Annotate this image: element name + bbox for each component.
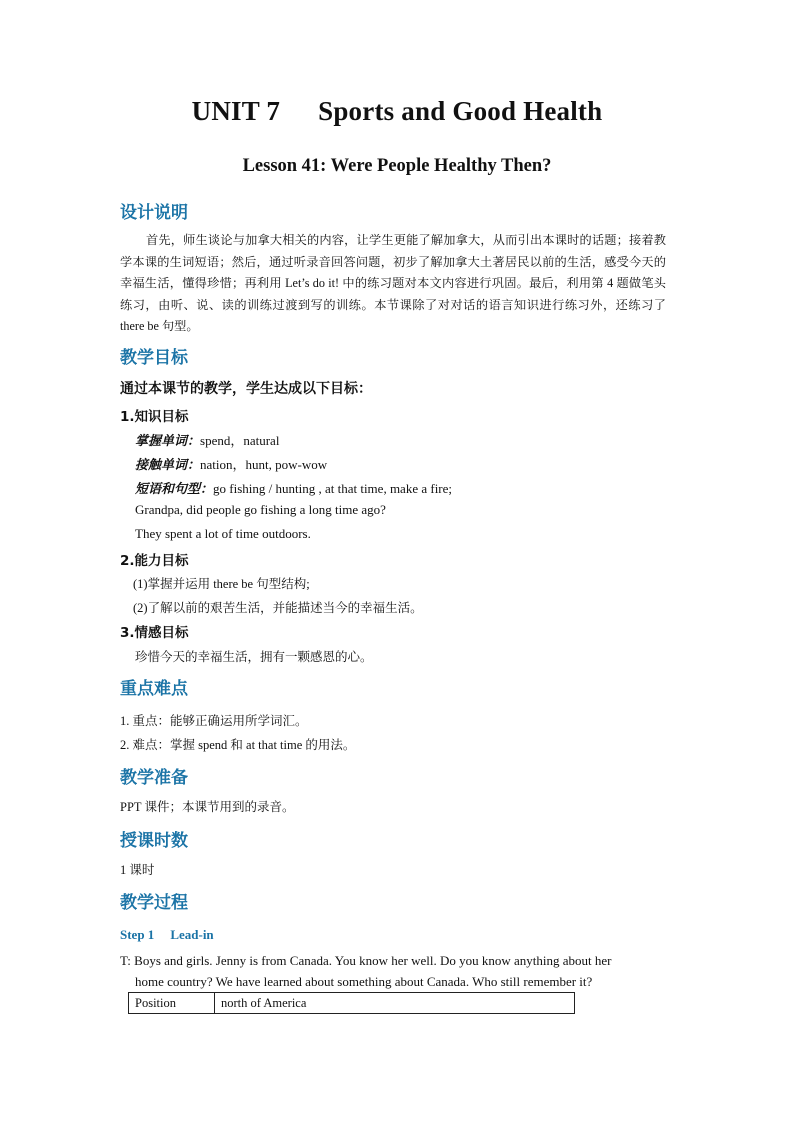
ability-goal-title: 2.能力目标 xyxy=(120,553,189,569)
key-point-1: 1. 重点：能够正确运用所学词汇。 xyxy=(120,714,308,728)
design-paragraph: 首先，师生谈论与加拿大相关的内容，让学生更能了解加拿大，从而引出本课时的话题；接着教学本课的生词短语；然后，通过听录音回答问题，初步了解加拿大土著居民以前的生活，感受今天的幸福生活，懂得珍惜；再利用 Let’s do it! 中的练习题对本文内容进行巩固。最后，利用第 4 题做笔头练习，由听、说、读的训练过渡到写的训练。本节课除了对对话的语言知识进行练习外，还练习了 there be 句型。 xyxy=(120,233,666,333)
master-words: spend，natural xyxy=(200,433,280,448)
master-words-label: 掌握单词： xyxy=(135,433,201,448)
contact-words-label: 接触单词： xyxy=(135,457,201,472)
emotion-goal-text: 珍惜今天的幸福生活，拥有一颗感恩的心。 xyxy=(135,650,373,664)
step-name: Lead-in xyxy=(170,927,214,942)
key-points-heading: 重点难点 xyxy=(120,679,188,699)
unit-name: Sports and Good Health xyxy=(318,96,603,126)
table-row xyxy=(129,993,575,1014)
phrases-line xyxy=(135,478,452,497)
teacher-line-1: T: Boys and girls. Jenny is from Canada. You know her well. Do you know anything about her xyxy=(120,953,612,968)
emotion-goal-title: 3.情感目标 xyxy=(120,625,189,641)
contact-words-line xyxy=(135,454,327,473)
sentence-2: They spent a lot of time outdoors. xyxy=(135,526,311,541)
table-cell-label: Position xyxy=(129,993,215,1014)
contact-words: nation，hunt, pow-wow xyxy=(200,457,328,472)
goals-heading: 教学目标 xyxy=(120,348,188,368)
knowledge-goal-title: 1.知识目标 xyxy=(120,409,189,425)
ability-item-2: (2)了解以前的艰苦生活，并能描述当今的幸福生活。 xyxy=(133,601,423,615)
process-heading: 教学过程 xyxy=(120,893,188,913)
phrases-label: 短语和句型： xyxy=(135,481,214,496)
preparation-heading: 教学准备 xyxy=(120,768,188,788)
step-1-title xyxy=(120,927,214,943)
phrases: go fishing / hunting , at that time, make a fire; xyxy=(213,481,453,496)
sentence-1: Grandpa, did people go fishing a long time ago? xyxy=(135,502,386,517)
unit-number: UNIT 7 xyxy=(191,96,281,126)
lesson-title: Lesson 41: Were People Healthy Then? xyxy=(242,156,552,176)
hours-text: 1 课时 xyxy=(120,863,155,877)
step-number: Step 1 xyxy=(120,927,155,942)
design-heading: 设计说明 xyxy=(120,203,188,223)
hours-heading: 授课时数 xyxy=(120,831,188,851)
preparation-text: PPT 课件；本课节用到的录音。 xyxy=(120,800,295,814)
canada-facts-table xyxy=(128,992,575,1014)
table-cell-value: north of America xyxy=(215,993,575,1014)
goals-intro: 通过本课节的教学，学生达成以下目标： xyxy=(120,381,372,397)
teacher-line-2: home country? We have learned about something about Canada. Who still remember it? xyxy=(135,974,593,989)
ability-item-1: (1)掌握并运用 there be 句型结构; xyxy=(133,577,310,591)
master-words-line xyxy=(135,430,279,449)
unit-title xyxy=(0,96,794,127)
key-point-2: 2. 难点：掌握 spend 和 at that time 的用法。 xyxy=(120,738,356,752)
